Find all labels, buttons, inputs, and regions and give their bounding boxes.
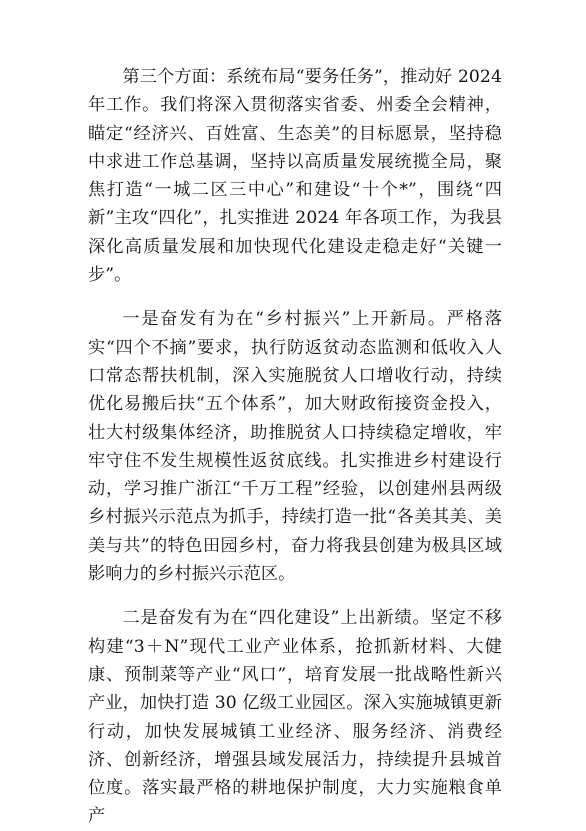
paragraph-2-lead: 一是奋发有为在“乡村振兴”上开新局。 [122,309,447,330]
paragraph-1-lead: 第三个方面：系统布局“要务任务”，推动好 2024 年工作。 [88,67,502,116]
document-page [88,63,502,831]
paragraph-3 [88,604,502,830]
paragraph-2-text: 严格落实“四个不摘”要求，执行防返贫动态监测和低收入人口常态帮扶机制，深入实施脱贫人口增收行动，持续优化易搬后扶“五个体系”，加大财政衔接资金投入，壮大村级集体经济，助推脱贫人口持续稳定增收，牢牢守住不发生规模性返贫底线。扎实推进乡村建设行动，学习推广浙江“千万工程”经验，以创建州县两级乡村振兴示范点为抓手，持续打造一批“各美其美、美美与共”的特色田园乡村，奋力将我县创建为极具区域影响力的乡村振兴示范区。 [88,309,502,585]
paragraph-3-lead: 二是奋发有为在“四化建设”上出新绩。 [122,608,431,629]
paragraph-1 [88,63,502,289]
paragraph-3-text: 坚定不移构建“3＋N”现代工业产业体系，抢抓新材料、大健康、预制菜等产业“风口”，培育发展一批战略性新兴产业，加快打造 30 亿级工业园区。深入实施城镇更新行动，加快发展城镇工业经济、服务经济、消费经济、创新经济，增强县域发展活力，持续提升县城首位度。落实最严格的耕地保护制度，大力实施粮食单产 [88,608,502,827]
paragraph-2 [88,305,502,588]
paragraph-1-text: 我们将深入贯彻落实省委、州委全会精神，瞄定“经济兴、百姓富、生态美”的目标愿景，坚持稳中求进工作总基调，坚持以高质量发展统揽全局，聚焦打造“一城二区三中心”和建设“十个*”，围绕“四新”主攻“四化”，扎实推进 2024 年各项工作，为我县深化高质量发展和加快现代化建设走稳走好“关键一步”。 [88,95,503,286]
